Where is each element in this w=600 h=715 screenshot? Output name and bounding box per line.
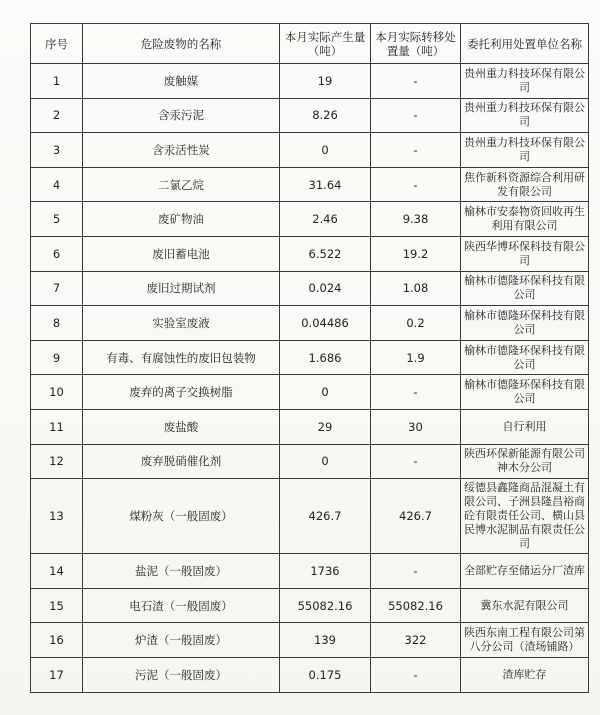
cell-unit: 榆林市德隆环保科技有限公司: [461, 340, 589, 375]
cell-transferred: -: [371, 133, 461, 168]
cell-transferred: 1.9: [371, 340, 461, 375]
table-row: [31, 479, 589, 554]
cell-unit: 陕西东南工程有限公司第八分公司（渣场铺路）: [461, 623, 589, 658]
cell-produced: 0.175: [280, 657, 371, 692]
cell-index: 11: [31, 409, 83, 444]
cell-index: 13: [31, 479, 83, 554]
cell-transferred: -: [371, 375, 461, 410]
cell-transferred: -: [371, 98, 461, 133]
cell-name: 含汞活性炭: [83, 133, 280, 168]
cell-unit: 渣库贮存: [461, 657, 589, 692]
header-name: 危险废物的名称: [83, 24, 280, 64]
cell-transferred: 322: [371, 623, 461, 658]
cell-transferred: 9.38: [371, 202, 461, 237]
cell-produced: 0.024: [280, 271, 371, 306]
cell-unit: 榆林市德隆环保科技有限公司: [461, 375, 589, 410]
cell-unit: 陕西环保新能源有限公司神木分公司: [461, 444, 589, 479]
cell-name: 炉渣（一般固废）: [83, 623, 280, 658]
cell-transferred: -: [371, 64, 461, 99]
cell-name: 废旧过期试剂: [83, 271, 280, 306]
cell-transferred: -: [371, 554, 461, 589]
cell-transferred: 0.2: [371, 306, 461, 341]
table-row: [31, 271, 589, 306]
cell-name: 盐泥（一般固废）: [83, 554, 280, 589]
cell-name: 废矿物油: [83, 202, 280, 237]
cell-transferred: -: [371, 444, 461, 479]
cell-index: 1: [31, 64, 83, 99]
table-row: [31, 554, 589, 589]
cell-index: 2: [31, 98, 83, 133]
cell-produced: 0: [280, 444, 371, 479]
cell-index: 6: [31, 236, 83, 271]
cell-transferred: -: [371, 167, 461, 202]
cell-unit: 陕西华博环保科技有限公司: [461, 236, 589, 271]
cell-name: 废弃脱硝催化剂: [83, 444, 280, 479]
cell-produced: 55082.16: [280, 588, 371, 623]
cell-transferred: 426.7: [371, 479, 461, 554]
cell-unit: 榆林市安泰物资回收再生利用有限公司: [461, 202, 589, 237]
cell-produced: 2.46: [280, 202, 371, 237]
cell-index: 3: [31, 133, 83, 168]
cell-index: 10: [31, 375, 83, 410]
cell-transferred: 19.2: [371, 236, 461, 271]
cell-unit: 贵州重力科技环保有限公司: [461, 64, 589, 99]
cell-produced: 19: [280, 64, 371, 99]
table-row: [31, 98, 589, 133]
cell-index: 9: [31, 340, 83, 375]
cell-index: 16: [31, 623, 83, 658]
cell-produced: 29: [280, 409, 371, 444]
cell-index: 15: [31, 588, 83, 623]
table-row: [31, 202, 589, 237]
cell-unit: 冀东水泥有限公司: [461, 588, 589, 623]
cell-index: 5: [31, 202, 83, 237]
table-row: [31, 444, 589, 479]
table-row: [31, 340, 589, 375]
table-row: [31, 133, 589, 168]
cell-name: 有毒、有腐蚀性的废旧包装物: [83, 340, 280, 375]
cell-unit: 全部贮存至储运分厂渣库: [461, 554, 589, 589]
header-transferred: 本月实际转移处置量（吨）: [371, 24, 461, 64]
cell-name: 废触媒: [83, 64, 280, 99]
cell-name: 污泥（一般固废）: [83, 657, 280, 692]
cell-produced: 139: [280, 623, 371, 658]
table-row: [31, 236, 589, 271]
cell-produced: 31.64: [280, 167, 371, 202]
cell-transferred: 55082.16: [371, 588, 461, 623]
cell-name: 二氯乙烷: [83, 167, 280, 202]
cell-name: 含汞污泥: [83, 98, 280, 133]
cell-produced: 1736: [280, 554, 371, 589]
hazardous-waste-table: [30, 23, 589, 693]
table-row: [31, 306, 589, 341]
header-unit: 委托利用处置单位名称: [461, 24, 589, 64]
cell-transferred: 30: [371, 409, 461, 444]
cell-produced: 426.7: [280, 479, 371, 554]
header-produced: 本月实际产生量（吨）: [280, 24, 371, 64]
cell-name: 电石渣（一般固废）: [83, 588, 280, 623]
table-row: [31, 167, 589, 202]
table-row: [31, 623, 589, 658]
table-row: [31, 657, 589, 692]
table-row: [31, 375, 589, 410]
cell-index: 12: [31, 444, 83, 479]
cell-transferred: -: [371, 657, 461, 692]
table-header-row: [31, 24, 589, 64]
cell-unit: 榆林市德隆环保科技有限公司: [461, 306, 589, 341]
cell-unit: 贵州重力科技环保有限公司: [461, 133, 589, 168]
cell-unit: 榆林市德隆环保科技有限公司: [461, 271, 589, 306]
cell-unit: 自行利用: [461, 409, 589, 444]
cell-name: 实验室废液: [83, 306, 280, 341]
cell-produced: 0: [280, 133, 371, 168]
cell-index: 7: [31, 271, 83, 306]
cell-produced: 0: [280, 375, 371, 410]
cell-unit: 贵州重力科技环保有限公司: [461, 98, 589, 133]
cell-name: 废盐酸: [83, 409, 280, 444]
cell-name: 煤粉灰（一般固废）: [83, 479, 280, 554]
table-row: [31, 64, 589, 99]
cell-name: 废弃的离子交换树脂: [83, 375, 280, 410]
cell-unit: 焦作新科资源综合利用研发有限公司: [461, 167, 589, 202]
cell-produced: 0.04486: [280, 306, 371, 341]
cell-produced: 1.686: [280, 340, 371, 375]
cell-produced: 6.522: [280, 236, 371, 271]
cell-produced: 8.26: [280, 98, 371, 133]
table-row: [31, 409, 589, 444]
header-index: 序号: [31, 24, 83, 64]
cell-index: 8: [31, 306, 83, 341]
table-row: [31, 588, 589, 623]
cell-transferred: 1.08: [371, 271, 461, 306]
cell-index: 4: [31, 167, 83, 202]
cell-index: 14: [31, 554, 83, 589]
cell-name: 废旧蓄电池: [83, 236, 280, 271]
cell-unit: 绥德县鑫隆商品混凝土有限公司、子洲县隆昌裕商砼有限责任公司、横山县民博水泥制品有限责任公司: [461, 479, 589, 554]
cell-index: 17: [31, 657, 83, 692]
